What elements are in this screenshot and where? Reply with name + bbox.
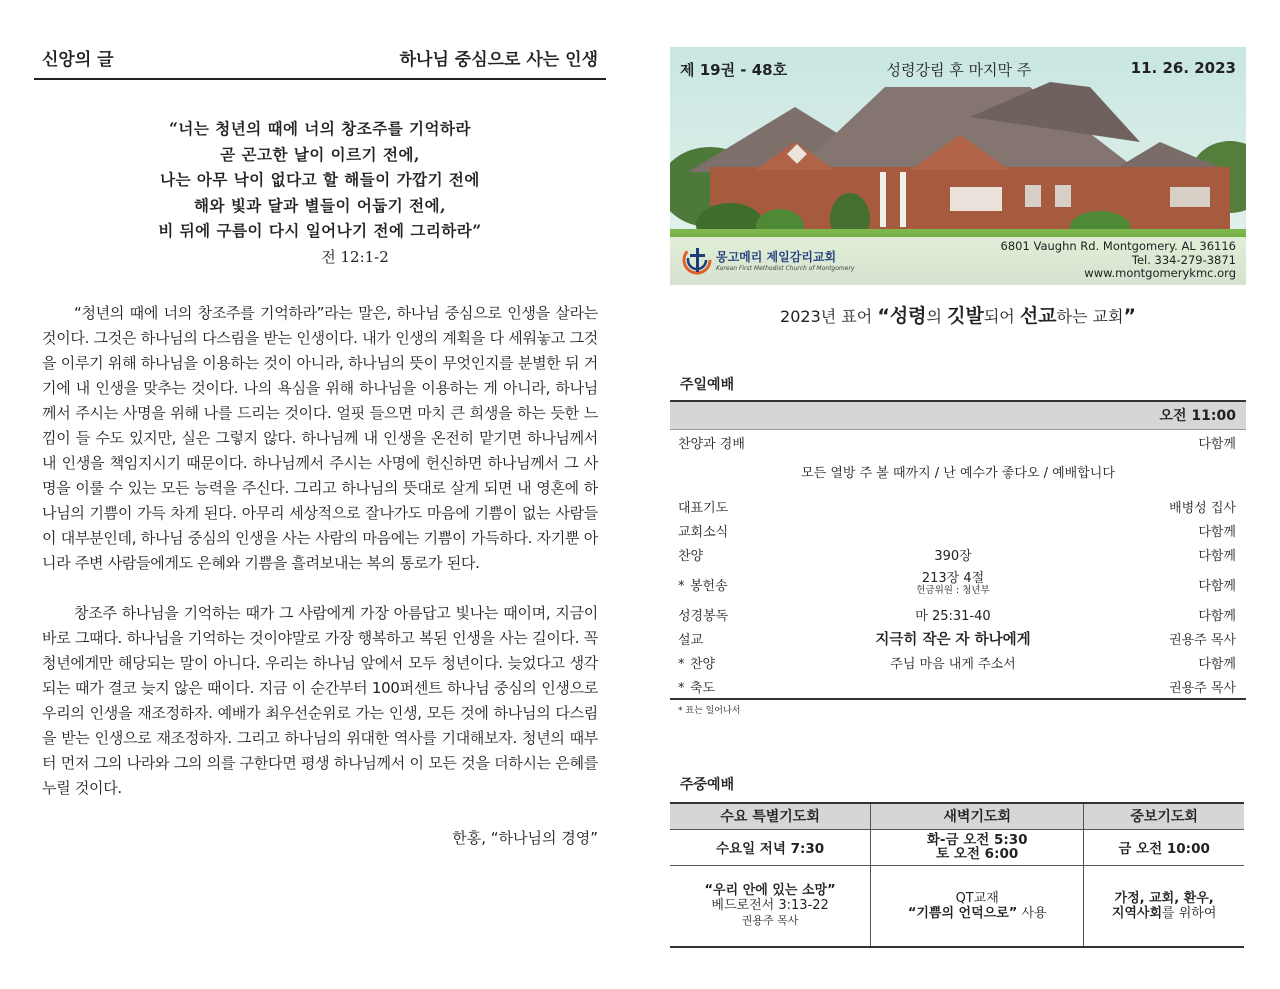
item-leader: 다함께	[1198, 656, 1236, 672]
church-contact	[1001, 240, 1236, 281]
bulletin-page	[670, 47, 1246, 948]
qt-use-text: 사용	[1017, 905, 1047, 921]
worship-item	[670, 542, 1246, 566]
worship-item	[670, 494, 1246, 518]
quote-open: “	[877, 305, 890, 327]
item-content	[780, 572, 1126, 596]
cross-flame-icon	[682, 245, 712, 275]
weekday-dawn-time: 화-금 오전 5:30	[926, 832, 1028, 848]
wednesday-scripture: 베드로전서 3:13-22	[711, 898, 829, 914]
hymn-number: 213장 4절	[921, 571, 985, 586]
street-address: 6801 Vaughn Rd. Montgomery. AL 36116	[1000, 239, 1236, 253]
phone-number: Tel. 334-279-3871	[1131, 252, 1236, 267]
verse-line: 곧 곤고한 날이 이르기 전에,	[220, 144, 420, 164]
weekday-service-table	[670, 802, 1244, 948]
qt-book-title: “기쁨의 언덕으로”	[907, 905, 1018, 921]
verse-line: 해와 빛과 달과 별들이 어둡기 전에,	[193, 195, 446, 215]
item-name: * 봉헌송	[678, 578, 728, 594]
wednesday-preacher: 권용주 목사	[741, 914, 799, 928]
logo-korean-name: 몽고메리 제일감리교회	[716, 250, 837, 264]
item-name: 설교	[678, 632, 704, 648]
item-content: 390장	[934, 548, 972, 564]
item-leader: 다함께	[1198, 578, 1236, 594]
item-name: 찬양	[678, 548, 704, 564]
order-of-worship	[670, 430, 1246, 716]
devotional-body	[34, 301, 606, 801]
intercession-purpose	[1084, 865, 1244, 947]
sermon-title: 지극히 작은 자 하나에게	[875, 631, 1031, 648]
prayer-targets: 가정, 교회, 환우,	[1114, 890, 1214, 906]
saturday-dawn-time: 토 오전 6:00	[936, 846, 1019, 862]
column-header: 중보기도회	[1084, 803, 1244, 829]
item-name: * 찬양	[678, 656, 716, 672]
worship-item	[670, 674, 1246, 698]
worship-item	[670, 518, 1246, 542]
standing-marker: *	[678, 680, 685, 696]
wednesday-sermon	[670, 865, 871, 947]
item-leader: 다함께	[1198, 548, 1236, 564]
wednesday-time: 수요일 저녁 7:30	[670, 829, 871, 865]
paragraph: 창조주 하나님을 기억하는 때가 그 사람에게 가장 아름답고 빛나는 때이며, 지금이 바로 그때다. 하나님을 기억하는 것이야말로 가장 행복하고 복된 인생을 사는 길이다. 꼭 청년에게만 해당되는 말이 아니다. 우리는 하나님 앞에서 모두 청년이다. 늦었다고 생각되는 때가 결코 늦지 않은 때이다. 지금 이 순간부터 100퍼센트 하나님 중심의 인생으로 우리의 인생을 재조정하자. 예배가 최우선순위로 가는 인생, 모든 것에 하나님의 다스림을 받는 인생으로 재조정하자. 그리고 하나님의 위대한 역사를 기대해보자. 청년의 때부터 먼저 그의 나라와 그의 의를 구한다면 평생 하나님께서 이 모든 것을 더하시는 은혜를 누릴 것이다.	[42, 603, 598, 797]
item-name: 교회소식	[678, 524, 729, 540]
motto-keyword: 선교	[1019, 305, 1057, 327]
item-name: * 축도	[678, 680, 716, 696]
column-header: 새벽기도회	[871, 803, 1084, 829]
motto-keyword: 성령	[889, 305, 927, 327]
worship-item	[670, 626, 1246, 650]
verse-line: 비 뒤에 구름이 다시 일어나기 전에 그리하라”	[158, 221, 482, 240]
devotional-title: 하나님 중심으로 사는 인생	[399, 50, 598, 70]
motto-keyword: 깃발	[947, 305, 984, 327]
weekday-service-title: 주중예배	[680, 777, 735, 793]
item-content: 주님 마음 내게 주소서	[890, 656, 1016, 672]
standing-marker: *	[678, 578, 685, 594]
worship-item	[670, 566, 1246, 602]
prayer-purpose-text: 를 위하여	[1162, 905, 1217, 921]
section-label: 신앙의 글	[42, 50, 114, 70]
worship-item	[670, 602, 1246, 626]
qt-label: QT교재	[955, 890, 999, 906]
dawn-prayer-time	[871, 829, 1084, 865]
dawn-prayer-material	[871, 865, 1084, 947]
devotional-header	[34, 46, 606, 80]
sunday-service-time: 오전 11:00	[670, 400, 1246, 430]
motto-text: 하는 교회	[1056, 307, 1124, 326]
bulletin-header	[670, 59, 1246, 80]
verse-reference: 전 12:1-2	[321, 247, 389, 266]
volume-number: 제 19권 - 48호	[680, 61, 788, 79]
quote-close: ”	[1123, 305, 1136, 327]
logo-english-name: Korean First Methodist Church of Montgomery	[716, 265, 855, 272]
item-name: 성경봉독	[678, 608, 729, 624]
item-name: 찬양과 경배	[678, 436, 745, 452]
offering-committee: 헌금위원 : 청년부	[916, 585, 990, 596]
cover-image	[670, 47, 1246, 285]
wednesday-sermon-title: “우리 안에 있는 소망”	[704, 883, 836, 899]
motto-text: 의	[926, 307, 948, 326]
sunday-service-title: 주일예배	[680, 377, 735, 393]
item-content: 마 25:31-40	[915, 608, 991, 624]
yearly-motto	[670, 301, 1246, 328]
verse-line: 나는 아무 낙이 없다고 할 해들이 가깝기 전에	[160, 170, 480, 189]
praise-song-list: 모든 열방 주 볼 때까지 / 난 예수가 좋다오 / 예배합니다	[801, 466, 1115, 481]
intercession-time: 금 오전 10:00	[1084, 829, 1244, 865]
worship-item	[670, 650, 1246, 674]
item-leader: 권용주 목사	[1169, 680, 1236, 696]
devotional-page	[34, 46, 606, 848]
column-header: 수요 특별기도회	[670, 803, 871, 829]
item-name: 대표기도	[678, 500, 729, 516]
paragraph: “청년의 때에 너의 창조주를 기억하라”라는 말은, 하나님 중심으로 인생을 살라는 것이다. 그것은 하나님의 다스림을 받는 인생이다. 내가 인생의 계획을 다 세워놓고 그것을 이루기 위해 하나님을 이용하는 것이 아니라, 하나님의 뜻이 무엇인지를 분별한 뒤 거기에 내 인생을 맞추는 것이다. 나의 욕심을 위해 하나님을 이용하는 게 아니라, 하나님께서 주시는 사명을 위해 나를 드리는 것이다. 얼핏 들으면 마치 큰 희생을 하는 듯한 느낌이 들 수도 있지만, 실은 그렇지 않다. 하나님께 내 인생을 온전히 맡기면 하나님께서 내 인생을 책임지시기 때문이다. 하나님께서 주시는 사명에 헌신하면 하나님께서 그 사명을 이룰 수 있는 모든 능력을 주신다. 그리고 하나님의 뜻대로 살게 되면 내 영혼에 하나님의 기쁨이 가득 차게 된다. 아무리 세상적으로 잘나가도 마음에 기쁨이 없는 사람들이 대부분인데, 하나님 중심의 인생을 사는 사람의 마음에는 기쁨이 가득하다. 자기뿐 아니라 주변 사람들에게도 은혜와 기쁨을 흘려보내는 복의 통로가 된다.	[42, 303, 598, 572]
website-url: www.montgomerykmc.org	[1084, 266, 1236, 280]
scripture-verse	[34, 116, 606, 244]
prayer-target-community: 지역사회	[1111, 905, 1163, 921]
item-leader: 다함께	[1198, 524, 1236, 540]
worship-item	[670, 430, 1246, 454]
motto-prefix: 2023년 표어	[780, 307, 873, 326]
liturgical-week: 성령강림 후 마지막 주	[886, 61, 1032, 79]
verse-line: “너는 청년의 때에 너의 창조주를 기억하라	[169, 119, 471, 138]
motto-text: 되어	[983, 307, 1020, 326]
item-leader: 권용주 목사	[1169, 632, 1236, 648]
item-leader: 다함께	[1198, 436, 1236, 452]
standing-footnote: * 표는 일어나서	[670, 698, 1246, 716]
item-leader: 다함께	[1198, 608, 1236, 624]
standing-marker: *	[678, 656, 685, 672]
church-logo	[682, 245, 854, 275]
item-leader: 배병성 집사	[1169, 500, 1236, 516]
bulletin-date: 11. 26. 2023	[1130, 59, 1236, 77]
source-citation: 한홍, “하나님의 경영”	[452, 828, 598, 847]
